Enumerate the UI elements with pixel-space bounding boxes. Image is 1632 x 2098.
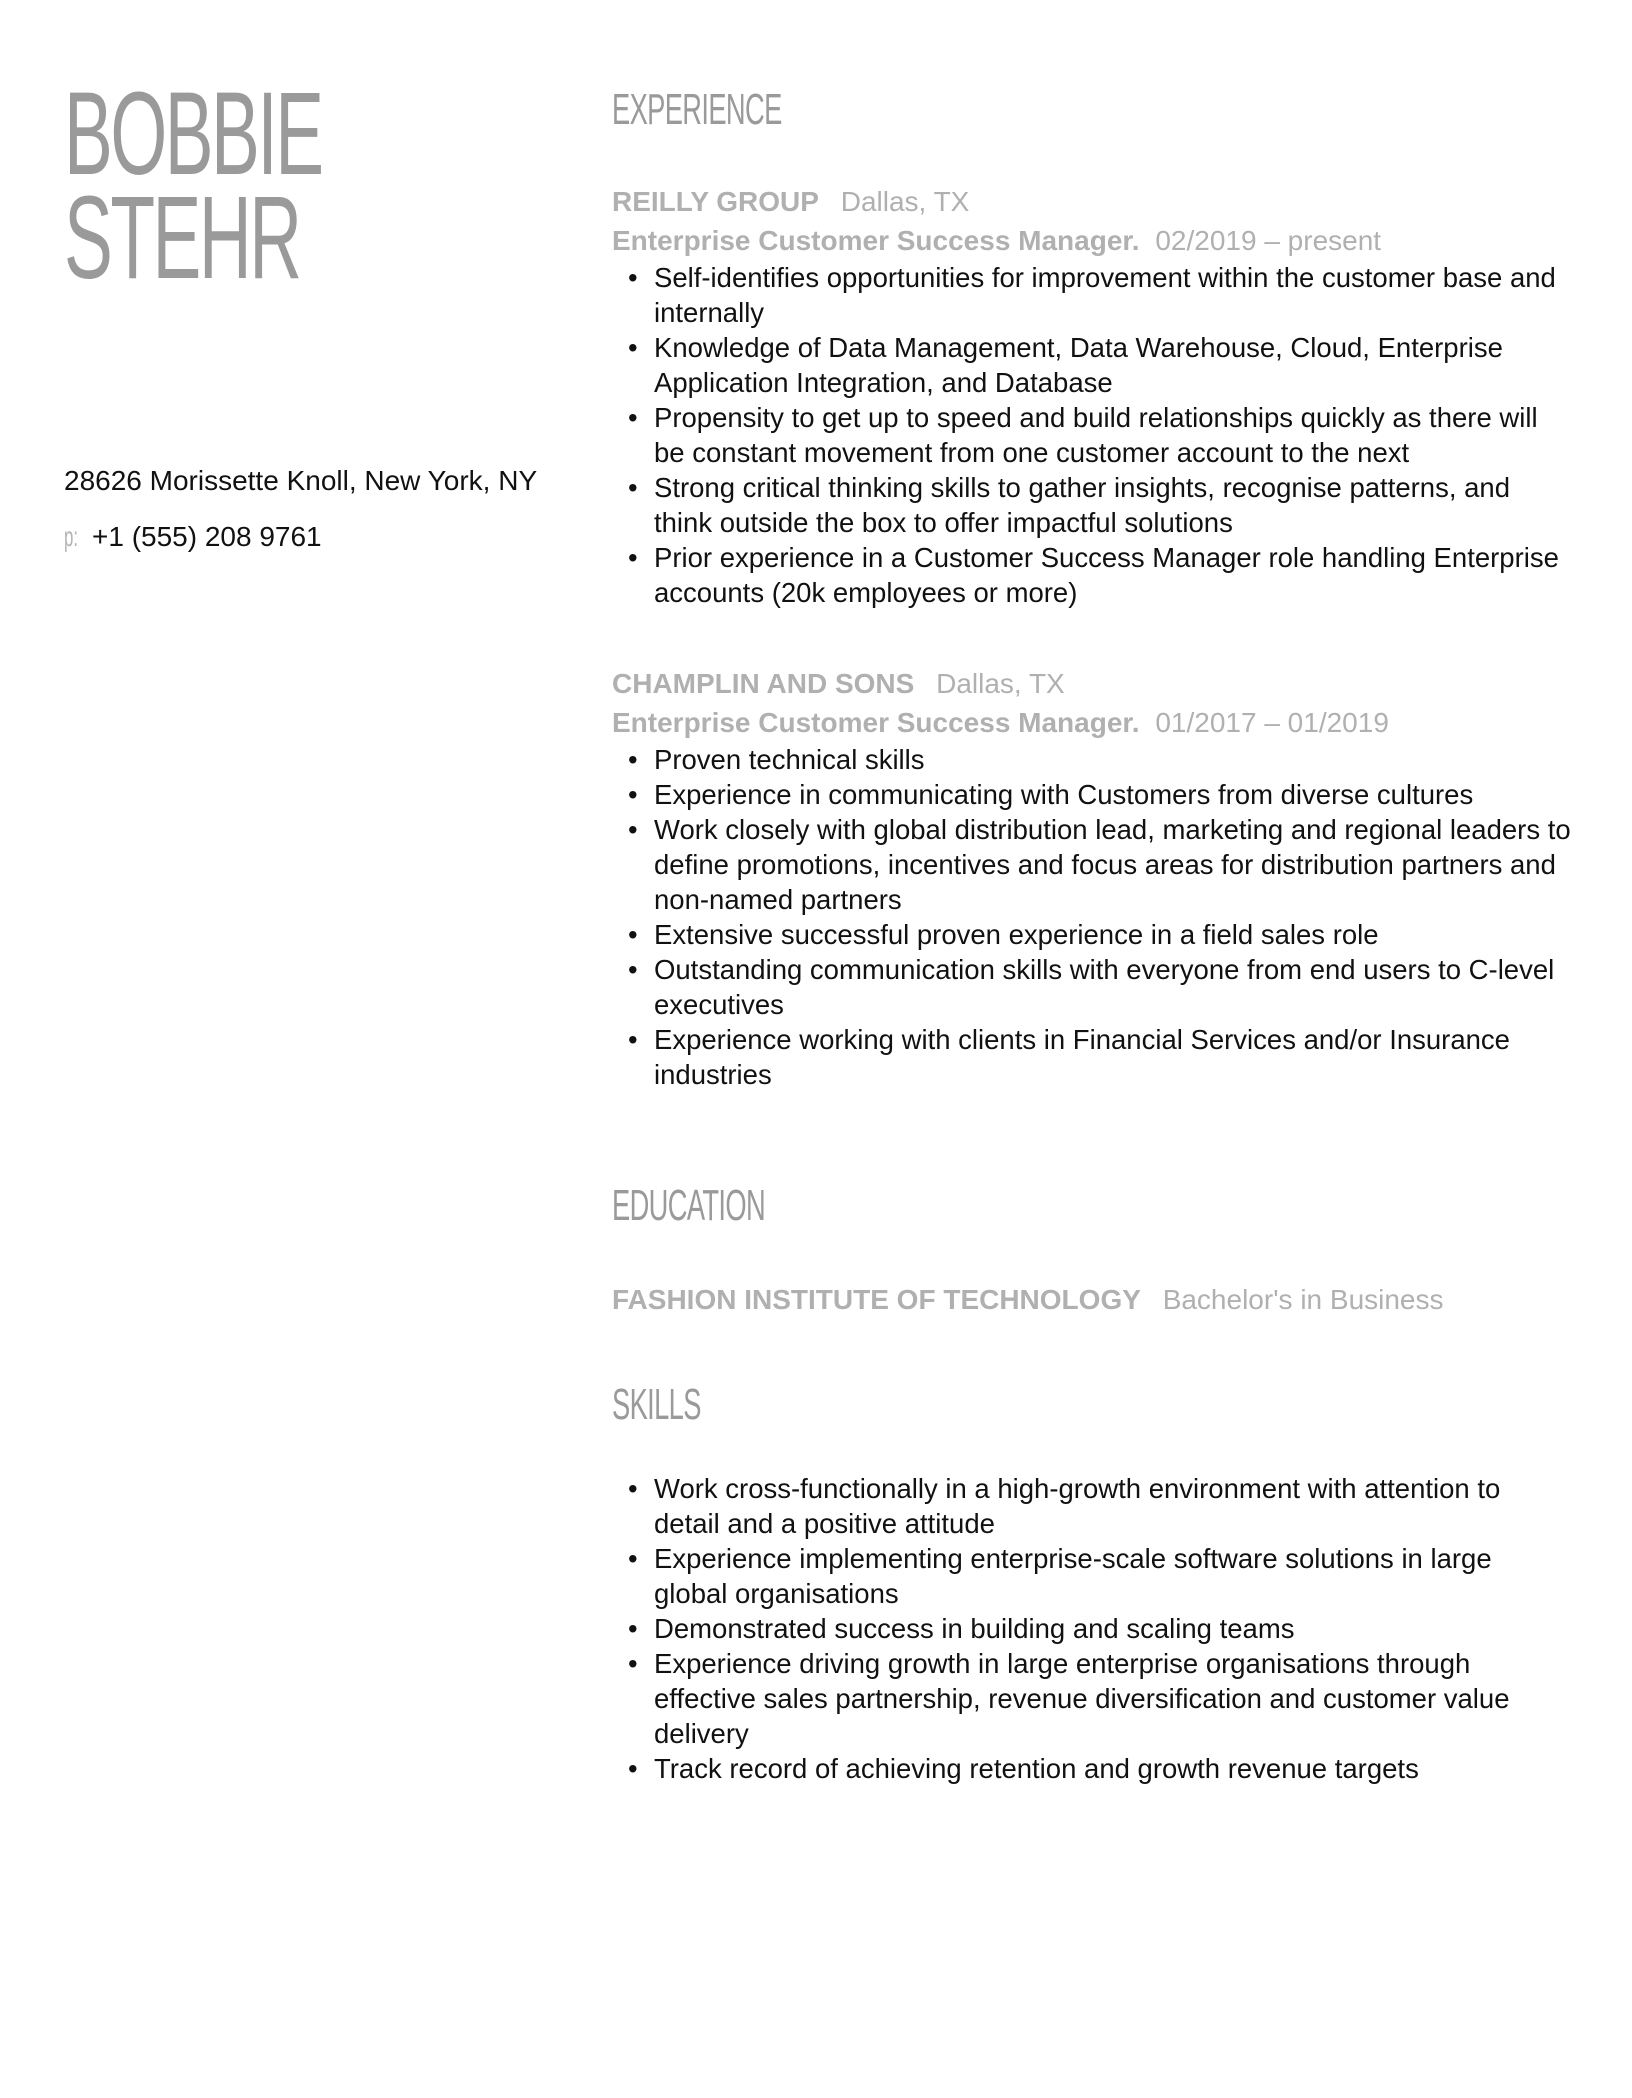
job-location: Dallas, TX [840, 186, 970, 217]
address: 28626 Morissette Knoll, New York, NY [64, 465, 538, 496]
right-column [612, 82, 1572, 1786]
candidate-name [64, 68, 362, 304]
job-dates: 01/2017 – 01/2019 [1155, 707, 1389, 738]
job-entry [612, 664, 1572, 1092]
degree: Bachelor's in Business [1162, 1284, 1444, 1315]
education-section [612, 1178, 1572, 1319]
skills-list [612, 1471, 1572, 1786]
first-name: BOBBIE [64, 68, 322, 200]
list-item: • Knowledge of Data Management, Data Warehouse, Cloud, Enterprise Application Integration, and Database [654, 330, 1572, 400]
skills-section [612, 1377, 1572, 1786]
list-item: • Work cross-functionally in a high-growth environment with attention to detail and a positive attitude [654, 1471, 1572, 1541]
list-item: • Outstanding communication skills with everyone from end users to C-level executives [654, 952, 1572, 1022]
list-item: • Propensity to get up to speed and build relationships quickly as there will be constant movement from one customer account to the next [654, 400, 1572, 470]
list-item: • Work closely with global distribution lead, marketing and regional leaders to define promotions, incentives and focus areas for distribution partners and non-named partners [654, 812, 1572, 917]
experience-section [612, 82, 1572, 1092]
school-name: FASHION INSTITUTE OF TECHNOLOGY [612, 1284, 1141, 1315]
job-dates: 02/2019 – present [1155, 225, 1382, 256]
job-bullets [612, 260, 1572, 610]
job-bullets [612, 742, 1572, 1092]
company-name: CHAMPLIN AND SONS [612, 668, 915, 699]
list-item: • Demonstrated success in building and scaling teams [654, 1611, 1572, 1646]
contact-block [64, 462, 544, 556]
list-item: • Self-identifies opportunities for improvement within the customer base and internally [654, 260, 1572, 330]
list-item: • Prior experience in a Customer Success Manager role handling Enterprise accounts (20k employees or more) [654, 540, 1572, 610]
phone-label: p: [64, 521, 79, 552]
last-name: STEHR [64, 172, 300, 304]
education-entry [612, 1280, 1572, 1319]
list-item: • Track record of achieving retention and growth revenue targets [654, 1751, 1572, 1786]
job-header [612, 182, 1572, 221]
list-item: • Experience implementing enterprise-scale software solutions in large global organisations [654, 1541, 1572, 1611]
phone-number: +1 (555) 208 9761 [92, 521, 322, 552]
left-column [64, 68, 544, 552]
education-heading: EDUCATION [612, 1181, 766, 1230]
job-title-line [612, 221, 1572, 260]
job-role: Enterprise Customer Success Manager. [612, 225, 1140, 256]
skills-heading: SKILLS [612, 1380, 701, 1429]
list-item: • Proven technical skills [654, 742, 1572, 777]
experience-heading: EXPERIENCE [612, 85, 782, 134]
job-header [612, 664, 1572, 703]
company-name: REILLY GROUP [612, 186, 819, 217]
job-entry [612, 182, 1572, 610]
phone-row [64, 518, 544, 556]
list-item: • Strong critical thinking skills to gather insights, recognise patterns, and think outside the box to offer impactful solutions [654, 470, 1572, 540]
list-item: • Experience in communicating with Customers from diverse cultures [654, 777, 1572, 812]
list-item: • Extensive successful proven experience in a field sales role [654, 917, 1572, 952]
list-item: • Experience driving growth in large enterprise organisations through effective sales partnership, revenue diversification and customer value delivery [654, 1646, 1572, 1751]
job-title-line [612, 703, 1572, 742]
job-role: Enterprise Customer Success Manager. [612, 707, 1140, 738]
list-item: • Experience working with clients in Financial Services and/or Insurance industries [654, 1022, 1572, 1092]
job-location: Dallas, TX [936, 668, 1065, 699]
